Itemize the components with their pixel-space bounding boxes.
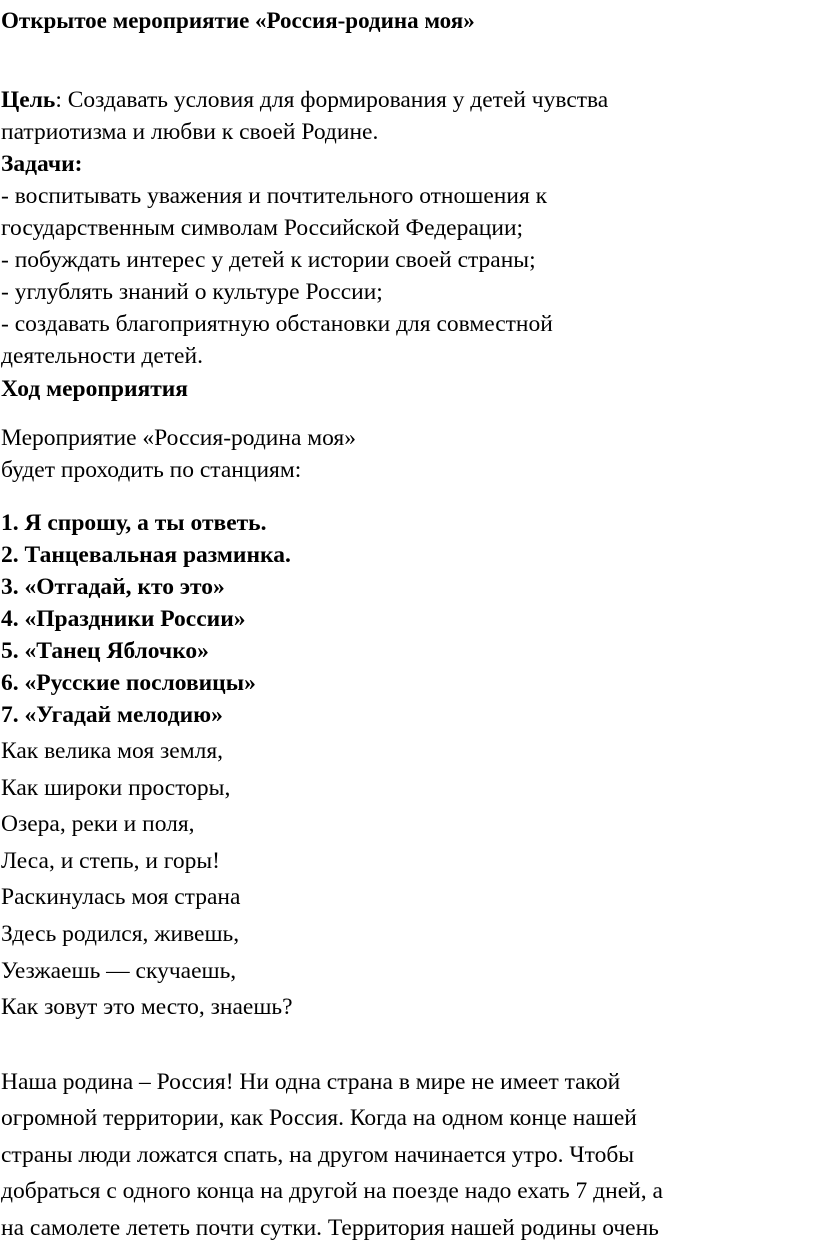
- poem-line: Как велика моя земля,: [1, 738, 223, 764]
- task-line: деятельности детей.: [1, 343, 203, 369]
- station-item: 2. Танцевальная разминка.: [1, 542, 291, 568]
- station-item: 5. «Танец Яблочко»: [1, 638, 209, 664]
- body-paragraph: [1, 1064, 663, 1246]
- goal-text-line-2: патриотизма и любви к своей Родине.: [1, 119, 379, 145]
- poem: [1, 733, 293, 1026]
- station-item: 7. «Угадай мелодию»: [1, 702, 223, 728]
- station-item: 6. «Русские пословицы»: [1, 670, 256, 696]
- progress-intro: [1, 422, 356, 486]
- station-item: 1. Я спрошу, а ты ответь.: [1, 510, 267, 536]
- intro-line-1: Мероприятие «Россия-родина моя»: [1, 425, 356, 451]
- task-line: государственным символам Российской Федерации;: [1, 215, 524, 241]
- tasks-label: Задачи:: [1, 151, 83, 177]
- task-line: - углублять знаний о культуре России;: [1, 279, 383, 305]
- task-line: - побуждать интерес у детей к истории своей страны;: [1, 247, 536, 273]
- goal-text-line-1: : Создавать условия для формирования у детей чувства: [55, 87, 609, 113]
- paragraph-line: огромной территории, как Россия. Когда на одном конце нашей: [1, 1105, 637, 1132]
- poem-line: Здесь родился, живешь,: [1, 920, 240, 947]
- station-item: 3. «Отгадай, кто это»: [1, 574, 225, 600]
- stations-list: [1, 507, 291, 731]
- paragraph-line: добраться с одного конца на другой на поезде надо ехать 7 дней, а: [1, 1178, 663, 1205]
- poem-line: Озера, реки и поля,: [1, 811, 195, 838]
- paragraph-line: Наша родина – Россия! Ни одна страна в мире не имеет такой: [1, 1069, 621, 1095]
- intro-line-2: будет проходить по станциям:: [1, 457, 302, 483]
- station-item: 4. «Праздники России»: [1, 606, 246, 632]
- poem-line: Леса, и степь, и горы!: [1, 847, 220, 874]
- poem-line: Уезжаешь — скучаешь,: [1, 957, 237, 984]
- tasks-section: [1, 148, 553, 372]
- poem-line: Раскинулась моя страна: [1, 884, 241, 911]
- paragraph-line: страны люди ложатся спать, на другом начинается утро. Чтобы: [1, 1141, 635, 1168]
- poem-line: Как широки просторы,: [1, 774, 231, 801]
- task-line: - воспитывать уважения и почтительного отношения к: [1, 183, 548, 209]
- progress-heading: Ход мероприятия: [1, 376, 189, 402]
- goal-section: [1, 84, 608, 148]
- goal-label: Цель: [1, 87, 56, 113]
- document-title: Открытое мероприятие «Россия-родина моя»: [1, 8, 475, 33]
- task-line: - создавать благоприятную обстановки для совместной: [1, 311, 553, 337]
- poem-line: Как зовут это место, знаешь?: [1, 994, 293, 1021]
- paragraph-line: на самолете лететь почти сутки. Территория нашей родины очень: [1, 1214, 659, 1241]
